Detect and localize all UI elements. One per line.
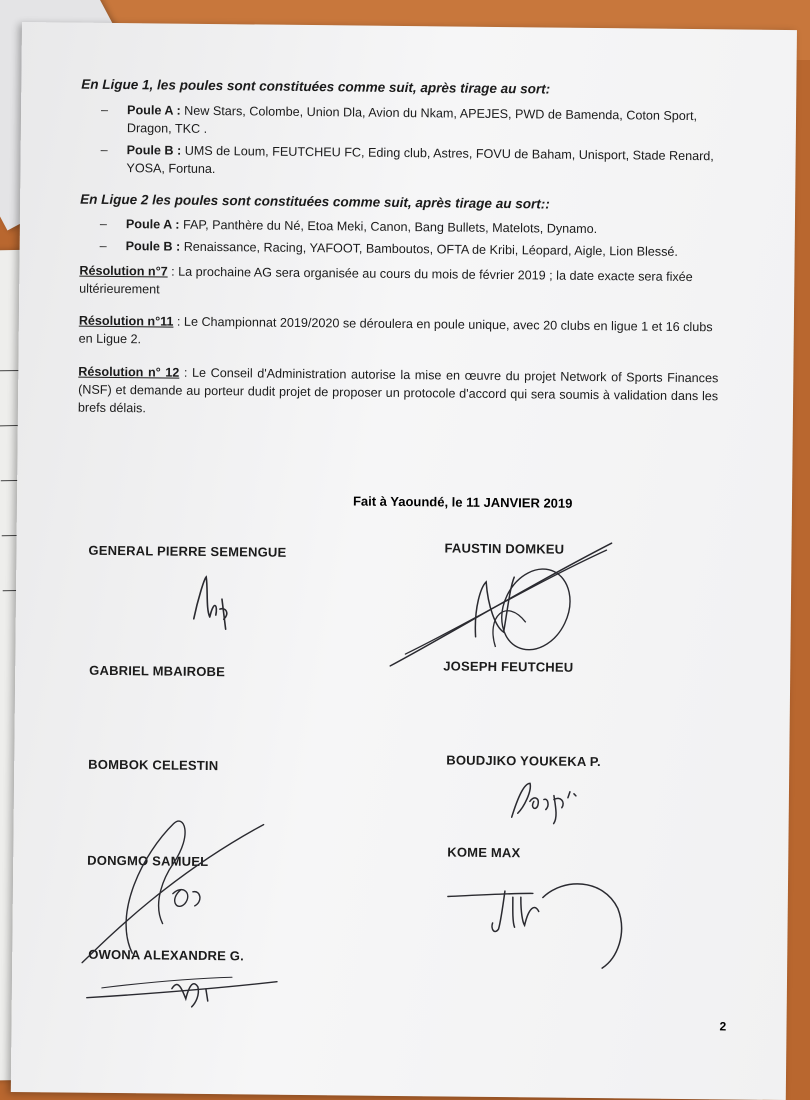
ligue1-poule-b: – Poule B : UMS de Loum, FEUTCHEU FC, Eding club, Astres, FOVU de Baham, Unisport, Stade Renard, YOSA, Fortuna. bbox=[100, 142, 714, 177]
ligue2-poule-b: – Poule B : Renaissance, Racing, YAFOOT, Bamboutos, OFTA de Kribi, Léopard, Aigle, Lion Blessé. bbox=[99, 239, 678, 260]
poule-teams: FAP, Panthère du Né, Etoa Meki, Canon, Bang Bullets, Matelots, Dynamo. bbox=[179, 217, 598, 237]
signatory-kome: KOME MAX bbox=[447, 844, 521, 861]
semengue-signature bbox=[186, 569, 247, 640]
page-number: 2 bbox=[719, 1019, 727, 1034]
signatory-owona: OWONA ALEXANDRE G. bbox=[88, 946, 245, 964]
ligue1-heading: En Ligue 1, les poules sont constituées comme suit, après tirage au sort: bbox=[81, 76, 551, 97]
resolution-12: Résolution n° 12 : Le Conseil d'Administration autorise la mise en œuvre du projet Network of Sports Finances (NSF) et demande au porteur dudit projet de proposer un protocole d'accord qui sera soumis à validation dans les brefs délais. bbox=[77, 364, 719, 416]
signatory-dongmo: DONGMO SAMUEL bbox=[87, 852, 209, 869]
signatory-boudjiko: BOUDJIKO YOUKEKA P. bbox=[446, 752, 601, 770]
signatory-mbairobe: GABRIEL MBAIROBE bbox=[89, 662, 226, 680]
ligue1-poule-a: – Poule A : New Stars, Colombe, Union Dla, Avion du Nkam, APEJES, PWD de Bamenda, Coton Sport, Dragon, TKC . bbox=[101, 102, 698, 136]
poule-label: Poule B : bbox=[125, 239, 181, 255]
resolution-7: Résolution n°7 : La prochaine AG sera organisée au cours du mois de février 2019 ; la date exacte sera fixée ultérieurement bbox=[79, 263, 693, 297]
signatory-bombok: BOMBOK CELESTIN bbox=[88, 756, 219, 774]
ligue2-heading: En Ligue 2 les poules sont constituées comme suit, après tirage au sort:: bbox=[80, 191, 550, 212]
poule-label: Poule A : bbox=[125, 217, 180, 232]
signatory-feutcheu: JOSEPH FEUTCHEU bbox=[443, 658, 574, 675]
dongmo-signature bbox=[72, 793, 274, 975]
domkeu-signature bbox=[385, 526, 617, 678]
kome-signature bbox=[442, 866, 633, 978]
document-body bbox=[78, 75, 722, 434]
resolution-11: Résolution n°11 : Le Championnat 2019/2020 se déroulera en poule unique, avec 20 clubs en ligue 1 et 16 clubs en Ligue 2. bbox=[78, 313, 713, 347]
poule-label: Poule B : bbox=[126, 143, 182, 158]
poule-teams: New Stars, Colombe, Union Dla, Avion du Nkam, APEJES, PWD de Bamenda, Coton Sport, Dragon, TKC . bbox=[126, 103, 698, 136]
document-page bbox=[11, 22, 797, 1100]
signatory-semengue: GENERAL PIERRE SEMENGUE bbox=[88, 542, 287, 560]
signatory-domkeu: FAUSTIN DOMKEU bbox=[444, 540, 565, 557]
boudjiko-signature bbox=[504, 777, 605, 828]
ligue2-poule-a: – Poule A : FAP, Panthère du Né, Etoa Meki, Canon, Bang Bullets, Matelots, Dynamo. bbox=[99, 216, 598, 237]
poule-teams: UMS de Loum, FEUTCHEU FC, Eding club, Astres, FOVU de Baham, Unisport, Stade Renard, YOSA, Fortuna. bbox=[126, 143, 714, 177]
poule-teams: Renaissance, Racing, YAFOOT, Bamboutos, OFTA de Kribi, Léopard, Aigle, Lion Blessé. bbox=[180, 240, 678, 260]
owona-signature bbox=[82, 958, 283, 1020]
poule-label: Poule A : bbox=[127, 102, 181, 118]
date-line: Fait à Yaoundé, le 11 JANVIER 2019 bbox=[352, 493, 573, 511]
